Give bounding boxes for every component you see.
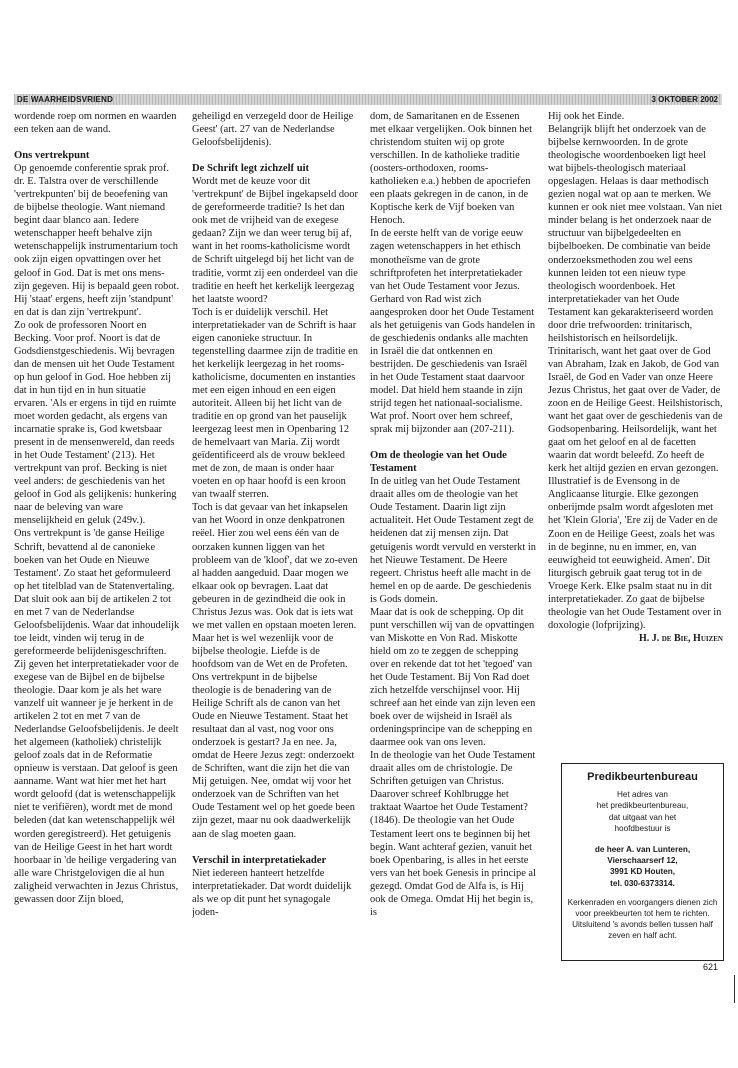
paragraph: Wordt met de keuze voor dit 'vertrekpunt' de Bijbel ingekapseld door de gereformeerde traditie? Is het dan ook met de vrijheid van de exegese gedaan? Zijn we dan weer terug bij af, want in het rooms-katholicisme wordt de Schrift uitgelegd bij het licht van de traditie, vormt zij een onderdeel van die traditie en heeft het kerkelijk leergezag het laatste woord?: [192, 176, 358, 305]
paragraph-gap: [192, 841, 358, 854]
paragraph: Toch is er duidelijk verschil. Het interpretatiekader van de Schrift is haar eigen canonieke structuur. In tegenstelling daarmee zijn de traditie en het kerkelijk leergezag in het rooms-katholicisme, documenten en instanties met een eigen inhoud en een eigen autoriteit. Alleen bij het licht van de traditie en op grond van het pauselijk leergezag leest men in Openbaring 12 de hemelvaart van Maria. Zij wordt geïdentificeerd als de vrouw bekleed met de zon, de maan is onder haar voeten en op haar hoofd is een kroon van twaalf sterren.: [192, 306, 358, 501]
paragraph: geheiligd en verzegeld door de Heilige Geest' (art. 27 van de Nederlandse Geloofsbelijdenis).: [192, 111, 354, 149]
paragraph-gap: [192, 149, 358, 162]
paragraph: Ons vertrekpunt is 'de ganse Heilige Schrift, bevattend al de canonieke boeken van het Oude en Nieuwe Testament'. Zo staat het geformuleerd op het titelblad van de Statenvertaling. Dat sluit ook aan bij de artikelen 2 tot en met 7 van de Nederlandse Geloofsbelijdenis. Waar dat inhoudelijk toe leidt, vinden wij terug in de gereformeerde belijdenisgeschriften. Zij geven het interpretatiekader voor de exegese van de Bijbel en de bijbelse theologie. Daar kom je als het ware vanzelf uit wanneer je je herkent in de artikelen 2 tot en met 7 van de Nederlandse Geloofsbelijdenis. Je deelt het algemeen (katholiek) christelijk geloof zoals dat in de Reformatie opnieuw is verstaan. Dat geloof is geen aanname. Want wat hier met het hart wordt geloofd (dat is wetenschappelijk niet te verifiëren), wordt met de mond beleden (dat kan wetenschappelijk wél worden geregistreerd). Het getuigenis van de Heilige Geest in het hart wordt hoorbaar in 'de heilige vergadering van alle ware Christgelovigen die al hun zaligheid verwachten in Jezus Christus, gewassen door Zijn bloed,: [14, 528, 180, 905]
text-column-4: [548, 110, 723, 710]
paragraph: Belangrijk blijft het onderzoek van de bijbelse kernwoorden. In de grote theologische woordenboeken ligt heel wat bijbels-theologisch materiaal opgeslagen. Helaas is daar methodisch gezien nogal wat op aan te merken. We kunnen er ook niet mee volstaan. Van niet minder belang is het onderzoek naar de structuur van bijbelgedeelten en bijbelboeken. De combinatie van beide onderzoeksmethoden zou wel eens kunnen leiden tot een nieuw type theologisch woordenboek. Het interpretatiekader van het Oude Testament kan gekarakteriseerd worden door drie trefwoorden: trinitarisch, heilshistorisch en heilsordelijk. Trinitarisch, want het gaat over de God van Abraham, Izak en Jakob, de God van Israël, de God en Vader van onze Heere Jezus Christus, het gaat over de Vader, de zoon en de Heilige Geest. Heilshistorisch, want het gaat over de geschiedenis van de Godsopenbaring. Heilsordelijk, want het gaat om het geloof en al de facetten waarin dat wordt beleefd. Zo heeft de kerk het altijd gezien en ervan gezongen. Illustratief is de Evensong in de Anglicaanse liturgie. Elke gezongen onberijmde psalm wordt afgesloten met het 'Klein Gloria', 'Ere zij de Vader en de Zoon en de Heilige Geest, zoals het was in de beginne, nu en immer, en, van eeuwigheid tot eeuwigheid. Amen'. Dit liturgisch gebruik gaat terug tot in de Vroege Kerk. Elke psalm staat nu in dit interpretatiekader. Zo gaat de bijbelse theologie van het Oude Testament over in doxologie (lofprijzing).: [548, 124, 723, 631]
page-number: 621: [703, 962, 719, 972]
predikbeurtenbureau-box: [561, 763, 724, 961]
paragraph: wordende roep om normen en waarden een teken aan de wand.: [14, 111, 177, 136]
text-column-2: [192, 110, 358, 1015]
box-intro-line: dat uitgaat van het: [608, 812, 677, 822]
box-address-line: tel. 030-6373314.: [610, 878, 675, 888]
section-heading: De Schrift legt zichzelf uit: [192, 163, 310, 175]
crop-mark: [734, 975, 735, 1003]
box-intro: [562, 789, 723, 834]
paragraph: Hij ook het Einde.: [548, 111, 625, 122]
box-note: [562, 897, 723, 942]
section-heading: Verschil in interpretatiekader: [192, 854, 327, 866]
section-heading: Om de theologie van het Oude Testament: [370, 450, 507, 475]
section-heading: Ons vertrekpunt: [14, 150, 90, 162]
paragraph: In de uitleg van het Oude Testament draait alles om de theologie van het Oude Testament. Daarin ligt zijn actualiteit. Het Oude Testament zegt de heidenen dat zij mensen zijn. Dat getuigenis wordt vervuld en versterkt in het Nieuwe Testament. De Heere regeert. Christus heeft alle macht in de hemel en op de aarde. De geschiedenis is Gods domein.: [370, 476, 536, 605]
paragraph: Niet iedereen hanteert hetzelfde interpretatiekader. Dat wordt duidelijk als we op dit punt het synagogale joden-: [192, 867, 352, 918]
author-signature: H. J. de Bie, Huizen: [638, 632, 723, 644]
paragraph-gap: [14, 136, 180, 149]
paragraph: Toch is dat gevaar van het inkapselen van het Woord in onze denkpatronen reëel. Hier zou wel eens één van de oorzaken kunnen liggen van het probleem van de 'kloof', dat we zo-even al hadden aangeduid. Daar mogen we elkaar ook op bevragen. Laat dat gebeuren in de gezindheid die ook in Christus Jezus was. Ook dat is iets wat we met vallen en opstaan moeten leren. Maar het is wel wezenlijk voor de bijbelse theologie. Liefde is de hoofdsom van de Wet en de Profeten.: [192, 502, 358, 670]
paragraph: Zo ook de professoren Noort en Becking. Voor prof. Noort is dat de Godsdienstgeschiedenis. Wij bevragen dan de mensen uit het Oude Testament op hun geloof in God. Hoe hebben zij dat in hun tijd en in hun situatie ervaren. 'Als er ergens in tijd en ruimte moet worden gedacht, als ergens van incarnatie sprake is, God kwetsbaar present in de mensenwereld, dan reeds in het Oude Testament' (213). Het vertrekpunt van prof. Becking is niet veel anders: de geschiedenis van het geloof in God als gelijkenis: hunkering naar de beleving van ware menselijkheid en geluk (249v.).: [14, 319, 177, 527]
paragraph-gap: [370, 436, 536, 449]
text-column-3: [370, 110, 536, 1015]
box-address-line: 3991 KD Houten,: [609, 867, 676, 877]
box-address: [562, 844, 723, 889]
paragraph: Ons vertrekpunt in de bijbelse theologie is de benadering van de Heilige Schrift als de canon van het Oude en Nieuwe Testament. Staat het resultaat dan al vast, nog voor ons onderzoek is gestart? Ja en nee. Ja, omdat de Heere Jezus zegt: onderzoekt de Schriften, want die zijn het die van Mij getuigen. Nee, omdat wij voor het onderzoek van de Schriften van het Oude Testament wel op het goede been zijn gezet, maar nu ook daadwerkelijk aan de slag moeten gaan.: [192, 671, 355, 840]
paragraph: Op genoemde conferentie sprak prof. dr. E. Talstra over de verschillende 'vertrekpunten' bij de beoefening van de bijbelse theologie. Want niemand begint daar blanco aan. Iedere wetenschapper heeft behalve zijn wetenschappelijk instrumentarium toch ook zijn eigen opvattingen over het geloof in God. Dat is met ons mens-zijn gegeven. Hij is bepaald geen robot. Hij 'staat' ergens, heeft zijn 'standpunt' en dat is dan zijn 'vertrekpunt'.: [14, 163, 180, 318]
paragraph: In de eerste helft van de vorige eeuw zagen wetenschappers in het ethisch monotheïsme van de grote schriftprofeten het interpretatiekader van het Oude Testament voor Jezus. Gerhard von Rad wist zich aangesproken door het Oude Testament als het getuigenis van Gods handelen in de geschiedenis ondanks alle machten in Israël die dat ontkennen en bestrijden. De geschiedenis van Israël in het Oude Testament staat daarvoor model. Dat hield hem staande in zijn strijd tegen het nationaal-socialisme. Wat prof. Noort over hem schreef, sprak mij bijzonder aan (207-211).: [370, 228, 536, 436]
box-intro-line: het predikbeurtenbureau,: [596, 801, 689, 811]
box-intro-line: hoofdbestuur is: [614, 823, 671, 833]
paragraph: Maar dat is ook de schepping. Op dit punt verschillen wij van de opvattingen van Miskotte en Von Rad. Miskotte hield om zo te zeggen de schepping over en rekende dat tot het 'tegoed' van het Oude Testament. Bij Von Rad doet zich hetzelfde verschijnsel voor. Hij schreef aan het einde van zijn leven een boek over de wijsheid in Israël als ordeningsprincipe van de schepping en daarmee ook van ons leven.: [370, 606, 536, 749]
issue-date: 3 OKTOBER 2002: [651, 95, 718, 104]
box-intro-line: Het adres van: [617, 790, 668, 800]
box-note-line: Kerkenraden en voorgangers dienen zich voor preekbeurten tot hem te richten.: [567, 897, 718, 919]
box-address-line: de heer A. van Lunteren,: [594, 845, 691, 855]
text-column-1: [14, 110, 180, 1015]
box-address-line: Vierschaarserf 12,: [607, 856, 678, 866]
running-header: [14, 94, 722, 105]
paragraph: In de theologie van het Oude Testament draait alles om de christologie. De Schriften getuigen van Christus. Daarover schreef Kohlbrugge het traktaat Waartoe het Oude Testament? (1846). De theologie van het Oude Testament leert ons te beginnen bij het begin. Want achteraf gezien, vanuit het boek Openbaring, is alles in het eerste vers van het boek Genesis in principe al gezegd. Omdat God de Alfa is, is Hij ook de Omega. Omdat Hij het begin is, is: [370, 750, 536, 918]
paragraph: dom, de Samaritanen en de Essenen met elkaar vergelijken. Ook binnen het christendom stuiten wij op grote verschillen. In de katholieke traditie (oosters-orthodoxen, rooms-katholieken e.a.) hebben de apocriefen een plaats gekregen in de canon, in de Koptische kerk de Vijf boeken van Henoch.: [370, 111, 532, 227]
publication-name: DE WAARHEIDSVRIEND: [17, 95, 114, 104]
box-title: Predikbeurtenbureau: [587, 771, 698, 783]
box-note-line: Uitsluitend 's avonds bellen tussen half zeven en half acht.: [572, 920, 713, 941]
